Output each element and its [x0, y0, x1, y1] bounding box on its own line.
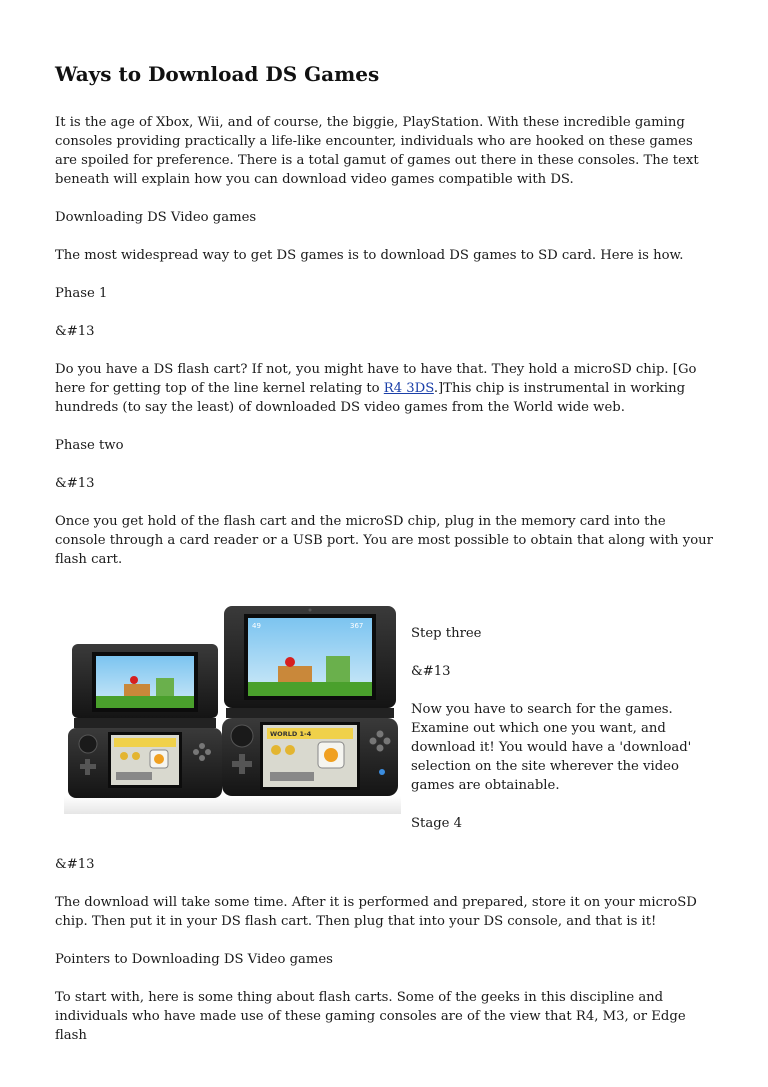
- memory-card-paragraph: Once you get hold of the flash cart and the microSD chip, plug in the memory card into the console through a card reader or a USB port. You are most possible to obtain that along with your flash cart.: [55, 514, 713, 567]
- hud-time: 367: [350, 622, 364, 630]
- entity-artifact: &#13: [411, 664, 451, 679]
- stage-4-heading: Stage 4: [411, 816, 463, 831]
- flash-cart-paragraph: [55, 360, 715, 417]
- sd-card-paragraph: The most widespread way to get DS games is to download DS games to SD card. Here is how.: [55, 248, 684, 263]
- flash-carts-paragraph: To start with, here is some thing about flash carts. Some of the geeks in this discipline and individuals who have made use of these gaming consoles are of the view that R4, M3, or Edge flash: [55, 990, 686, 1043]
- intro-paragraph: It is the age of Xbox, Wii, and of course, the biggie, PlayStation. With these incredible gaming consoles providing practically a life-like encounter, individuals who are hooked on these games are spoiled for preference. There is a total gamut of games out there in these consoles. The text beneath will explain how you can download video games compatible with DS.: [55, 115, 699, 187]
- flash-cart-text-before: Do you have a DS flash cart? If not, you might have to have that. They hold a microSD chip. [Go here for getting top of the line kernel relating to: [55, 362, 697, 396]
- document-page: [55, 60, 715, 1064]
- phase-two-heading: Phase two: [55, 438, 124, 453]
- step-three-heading: Step three: [411, 626, 482, 641]
- flash-cart-text-after: .]This chip is instrumental in working hundreds (to say the least) of downloaded DS video games from the World wide web.: [55, 381, 686, 415]
- page-title: Ways to Download DS Games: [55, 62, 380, 86]
- section-heading-downloading: Downloading DS Video games: [55, 210, 257, 225]
- entity-artifact: &#13: [55, 476, 95, 491]
- r4-3ds-link[interactable]: R4 3DS: [383, 381, 434, 396]
- download-finish-paragraph: The download will take some time. After it is performed and prepared, store it on your microSD chip. Then put it in your DS flash cart. Then plug that into your DS console, and that is it!: [55, 895, 697, 929]
- world-label: WORLD 1-4: [270, 730, 312, 738]
- console-3ds: [68, 644, 222, 798]
- console-3ds-xl: [222, 606, 398, 796]
- steps-sidebar: [411, 624, 711, 852]
- figure-with-sidebar: [55, 596, 715, 836]
- entity-artifact: &#13: [55, 324, 95, 339]
- consoles-illustration: [64, 596, 401, 814]
- search-games-paragraph: Now you have to search for the games. Examine out which one you want, and download it! You would have a 'download' selection on the site wherever the video games are obtainable.: [411, 702, 692, 793]
- entity-artifact: &#13: [55, 857, 95, 872]
- hud-lives: 49: [252, 622, 261, 630]
- 3ds-consoles-image: [64, 596, 401, 814]
- phase-1-heading: Phase 1: [55, 286, 108, 301]
- pointers-heading: Pointers to Downloading DS Video games: [55, 952, 333, 967]
